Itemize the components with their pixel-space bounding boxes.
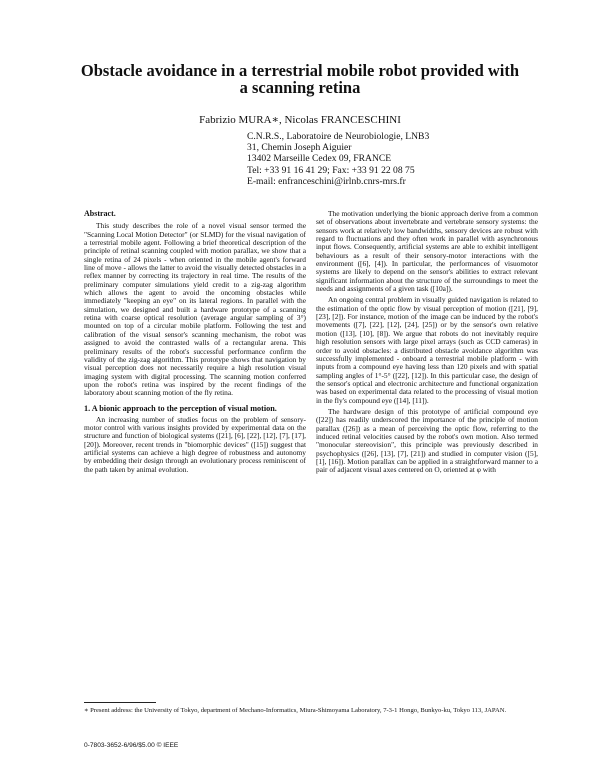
author-list: Fabrizio MURA∗, Nicolas FRANCESCHINI <box>199 114 401 126</box>
affiliation-line: 13402 Marseille Cedex 09, FRANCE <box>247 153 392 165</box>
footnote: ∗ Present address: the University of Tokyo, department of Mechano-Informatics, Miura-Shimoyama Laboratory, 7-3-1 Hongo, Bunkyo-ku, Tokyo 113, JAPAN. <box>84 707 507 714</box>
affiliation-line: C.N.R.S., Laboratoire de Neurobiologie, LNB3 <box>247 131 430 142</box>
title-line-1: Obstacle avoidance in a terrestrial mobile robot provided with <box>80 61 520 80</box>
paper-title <box>40 62 560 96</box>
left-column <box>84 210 306 474</box>
section-1-paragraph: An increasing number of studies focus on the problem of sensory-motor control with various insights provided by experimental data on the structure and function of biological systems ([21], [6], [22], [12], [7], [17], [20]). Moreover, recent trends in "biomorphic devices" ([15]) suggest that artificial systems can achieve a high degree of robustness and autonomy by embedding their design through an evolutionary process reminiscent of the path taken by animal evolution. <box>84 414 306 474</box>
body-paragraph: An ongoing central problem in visually guided navigation is related to the estimation of the optic flow by visual perception of motion ([21], [9], [23], [2]). For instance, motion of the image can be induced by the robot's movements ([7], [22], [12], [24], [25]) or by the sensor's own relative motion ([13], [10], [8]). We argue that robots do not inevitably require high resolution sensors with large pixel arrays (such as CCD cameras) in order to avoid obstacles: a distributed obstacle avoidance algorithm was successfully implemented - onboard a terrestrial mobile platform - with inputs from a compound eye having less than 120 pixels and with spatial sampling angles of 1°-5° ([22], [12]). In this particular case, the design of the sensor's optical and electronic architecture and functional organization was based on experimental data related to the processing of visual motion in the fly's compound eye ([14], [11]). <box>316 295 538 405</box>
affiliation-block <box>247 131 507 187</box>
body-paragraph: The hardware design of this prototype of artificial compound eye ([22]) has readily underscored the importance of the principle of motion parallax ([26]) as a mean of perceiving the optic flow, referring to the induced retinal velocities caused by the robot's own motion. Also termed "monocular stereovision", this principle was previously described in psychophysics ([26], [13], [7], [21]) and studied in computer vision ([5], [1], [16]). Motion parallax can be applied in a straightforward manner to a pair of adjacent visual axes centered on O, oriented at φ with <box>316 406 538 475</box>
footnote-rule <box>84 702 156 703</box>
body-paragraph: The motivation underlying the bionic approach derive from a common set of observations about invertebrate and vertebrate sensory systems: the sensors work at relatively low bandwidths, sensory devices are robust with regard to fluctuations and they often work in parallel with asynchronous input flows. Consequently, artificial systems are able to exhibit intelligent behaviours as a result of their sensory-motor interactions with the environment ([6], [4]). In particular, the performances of visuomotor systems are likely to depend on the sensor's abilities to extract relevant significant information about the structure of the surroundings to meet the needs and assignments of a given task ([10a]). <box>316 209 538 294</box>
affiliation-line: 31, Chemin Joseph Aiguier <box>247 142 352 154</box>
abstract-heading: Abstract. <box>84 209 116 218</box>
section-1-heading: 1. A bionic approach to the perception of visual motion. <box>84 403 277 413</box>
right-column <box>316 210 538 475</box>
affiliation-email: E-mail: enfranceschini@irlnb.cnrs-mrs.fr <box>247 175 406 187</box>
abstract-text: This study describes the role of a novel visual sensor termed the "Scanning Local Motion Detector" (or SLMD) for the visual navigation of a terrestrial mobile agent. Following a brief theoretical description of the principle of retinal scanning coupled with motion parallax, we show that a single retina of 24 pixels - when oriented in the mobile agent's forward line of move - allows the latter to avoid the visually detected obstacles in a reflex manner by correcting its trajectory in real time. The results of the preliminary computer simulations yield credit to a zig-zag algorithm which allows the agent to avoid the oncoming obstacles while immediately "keeping an eye" on its lateral regions. In parallel with the simulation, we designed and built a hardware prototype of a scanning retina with coarse optical resolution (average angular sampling of 3°) mounted on top of a circular mobile platform. Following the test and calibration of the visual sensor's scanning mechanism, the robot was assigned to avoid the contrasted walls of a rectangular arena. This preliminary results of the robot's successful performance confirm the validity of the zig-zag algorithm. This prototype shows that navigation by visual perception does not necessarily require a high resolution visual imaging system with digital processing. The scanning motion conferred upon the robot's retina was inspired by the recent findings of the laboratory about scanning motion of the fly retina. <box>84 221 306 398</box>
title-line-2: a scanning retina <box>239 78 361 97</box>
affiliation-phone-fax: Tel: +33 91 16 41 29; Fax: +33 91 22 08 75 <box>247 164 415 176</box>
copyright-footer: 0-7803-3652-6/96/$5.00 © IEEE <box>84 742 179 749</box>
